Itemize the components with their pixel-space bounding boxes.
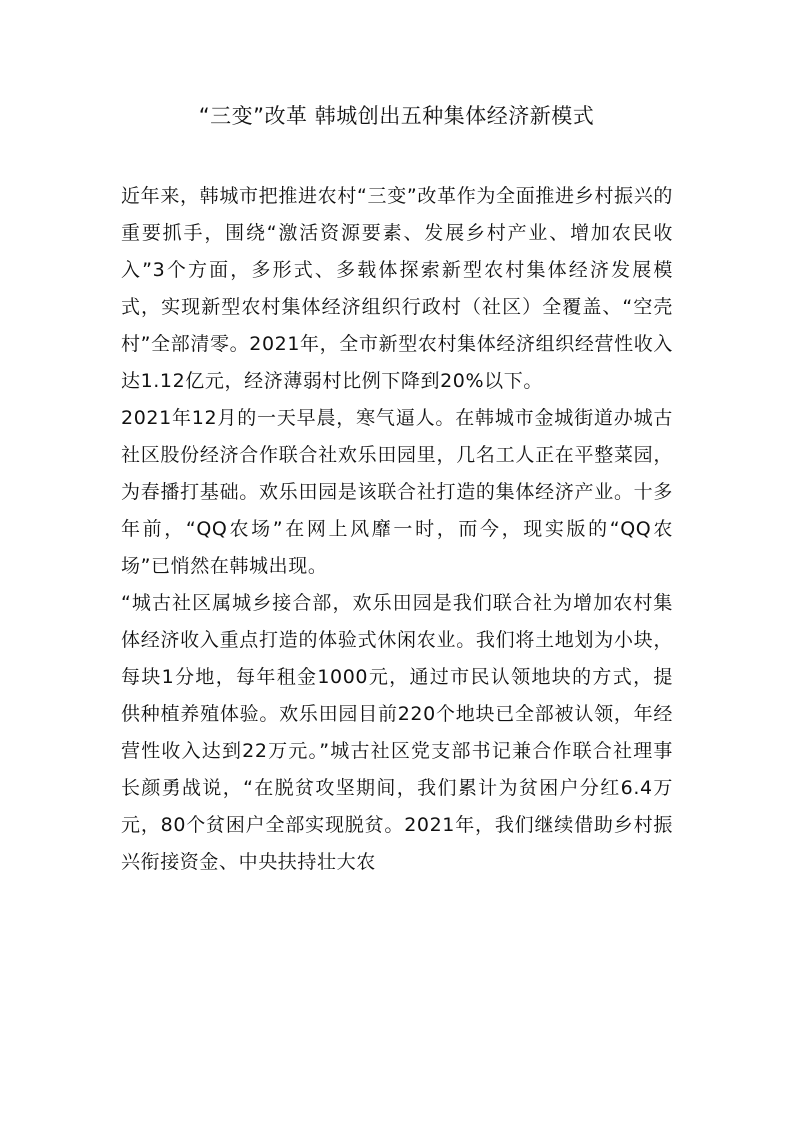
document-body: [121, 178, 673, 881]
paragraph-2: 2021年12月的一天早晨，寒气逼人。在韩城市金城街道办城古社区股份经济合作联合社欢乐田园里，几名工人正在平整菜园，为春播打基础。欢乐田园是该联合社打造的集体经济产业。十多年前，“QQ农场”在网上风靡一时，而今，现实版的“QQ农场”已悄然在韩城出现。: [121, 407, 673, 577]
document-title: “三变”改革 韩城创出五种集体经济新模式: [198, 104, 595, 128]
paragraph-3: “城古社区属城乡接合部，欢乐田园是我们联合社为增加农村集体经济收入重点打造的体验式休闲农业。我们将土地划为小块，每块1分地，每年租金1000元，通过市民认领地块的方式，提供种植养殖体验。欢乐田园目前220个地块已全部被认领，年经营性收入达到22万元。”城古社区党支部书记兼合作联合社理事长颜勇战说，“在脱贫攻坚期间，我们累计为贫困户分红6.4万元，80个贫困户全部实现脱贫。2021年，我们继续借助乡村振兴衔接资金、中央扶持壮大农: [121, 592, 673, 873]
paragraph-1: 近年来，韩城市把推进农村“三变”改革作为全面推进乡村振兴的重要抓手，围绕“激活资源要素、发展乡村产业、增加农民收入”3个方面，多形式、多载体探索新型农村集体经济发展模式，实现新型农村集体经济组织行政村（社区）全覆盖、“空壳村”全部清零。2021年，全市新型农村集体经济组织经营性收入达1.12亿元，经济薄弱村比例下降到20%以下。: [121, 185, 673, 392]
